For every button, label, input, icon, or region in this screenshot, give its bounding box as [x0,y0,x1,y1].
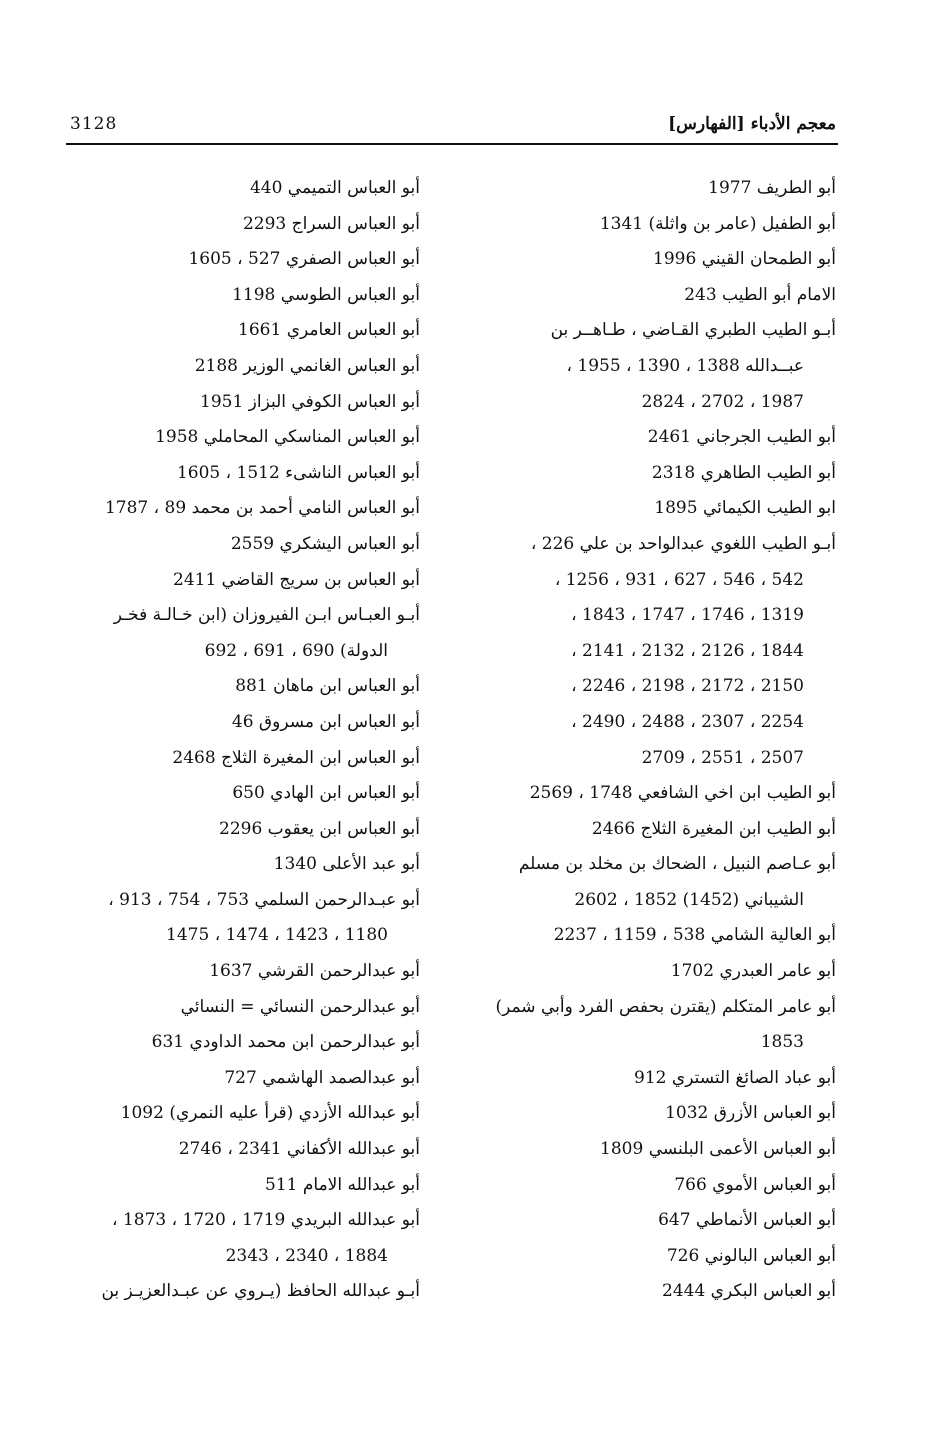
index-column-right [436,171,836,1310]
index-entry: أبو الطيب الطاهري 2318 [651,462,836,483]
index-entry: أبو عبد الأعلى 1340 [273,854,420,875]
index-entry: أبو العباس ابن ماهان 881 [235,676,420,697]
index-entry: أبو العباس ابن مسروق 46 [231,711,420,732]
index-entry-continuation: 1180 ، 1423 ، 1474 ، 1475 [166,925,388,946]
index-entry: أبو الطيب ابن اخي الشافعي 1748 ، 2569 [529,783,836,804]
index-entry-continuation: الدولة) 690 ، 691 ، 692 [204,640,388,661]
index-entry: أبو عبدالله الامام 511 [265,1174,420,1195]
index-entry-continuation: 1853 [760,1032,804,1053]
index-entry: أبو عامر العبدري 1702 [670,961,836,982]
index-entry: أبو عبـدالرحمن السلمي 753 ، 754 ، 913 ، [108,889,420,910]
index-entry: أبو العباس الأزرق 1032 [665,1103,836,1124]
index-entry: أبـو الطيب الطبري القـاضي ، طـاهــر بن [550,320,836,341]
index-entry: أبو العباس ابن المغيرة الثلاج 2468 [172,747,420,768]
index-entry-continuation: عبــدالله 1388 ، 1390 ، 1955 ، [566,355,804,376]
index-entry: أبو العباس الأموي 766 [674,1174,836,1195]
index-entry-continuation: 1884 ، 2340 ، 2343 [225,1245,388,1266]
index-entry: أبو العباس ابن يعقوب 2296 [219,818,420,839]
index-entry: أبـو الطيب اللغوي عبدالواحد بن علي 226 ، [530,533,836,554]
index-entry: أبو العباس اليشكري 2559 [230,533,420,554]
index-entry: أبو عبدالله الأزدي (قرأ عليه النمري) 1092 [120,1103,420,1124]
index-entry: أبو العباس ابن الهادي 650 [232,783,420,804]
index-entry: أبو العباس بن سريج القاضي 2411 [173,569,420,590]
index-entry-continuation: 1319 ، 1746 ، 1747 ، 1843 ، [571,605,804,626]
header-rule [66,143,838,145]
index-entry: أبو العباس التميمي 440 [249,178,420,198]
index-entry: أبو العباس الغانمي الوزير 2188 [194,355,420,376]
index-entry: أبو الطيب الجرجاني 2461 [647,427,836,448]
index-entry: أبـو العبـاس ابـن الفيروزان (ابن خـالـة فخـر [113,605,420,626]
index-entry-continuation: 542 ، 546 ، 627 ، 931 ، 1256 ، [554,569,804,590]
index-entry: أبو العباس المناسكي المحاملي 1958 [155,427,420,448]
index-entry-continuation: 2507 ، 2551 ، 2709 [641,747,804,768]
index-entry: أبو العباس الطوسي 1198 [232,284,420,305]
index-entry: أبو عبدالرحمن النسائي = النسائي [180,996,420,1017]
index-entry: أبو عـاصم النبيل ، الضحاك بن مخلد بن مسلم [518,854,836,875]
index-entry: أبو العباس العامري 1661 [238,320,420,341]
index-entry: أبو العباس الناشىء 1512 ، 1605 [176,462,420,483]
index-entry: أبو الطمحان القيني 1996 [653,249,836,270]
index-entry: الامام أبو الطيب 243 [684,284,836,305]
index-entry: أبو العباس الأنماطي 647 [658,1210,836,1231]
index-entry: ابو الطيب الكيمائي 1895 [654,498,836,519]
index-entry: أبو عبدالرحمن ابن محمد الداودي 631 [151,1032,420,1053]
index-entry: أبو عبدالله الأكفاني 2341 ، 2746 [178,1139,420,1160]
index-entry-continuation: 2150 ، 2172 ، 2198 ، 2246 ، [571,676,804,697]
page-number: 3128 [70,114,118,134]
index-entry: أبو عباد الصائغ التستري 912 [634,1067,836,1088]
index-entry: أبو الطيب ابن المغيرة الثلاج 2466 [591,818,836,839]
index-entry: أبـو عبدالله الحافظ (يـروي عن عبـدالعزيـز بن [101,1281,420,1302]
index-entry: أبو العالية الشامي 538 ، 1159 ، 2237 [553,925,836,946]
index-entry: أبو العباس الصفري 527 ، 1605 [188,249,420,270]
index-entry-continuation: 1844 ، 2126 ، 2132 ، 2141 ، [571,640,804,661]
index-entry: أبو العباس البكري 2444 [662,1281,836,1302]
index-entry: أبو العباس النامي أحمد بن محمد 89 ، 1787 [104,498,420,519]
index-entry: أبو الطفيل (عامر بن واثلة) 1341 [599,213,836,234]
index-entry-continuation: 1987 ، 2702 ، 2824 [641,391,804,412]
index-entry: أبو العباس الكوفي البزاز 1951 [200,391,420,412]
index-entry: أبو عبدالله البريدي 1719 ، 1720 ، 1873 ، [112,1210,420,1231]
running-head: معجم الأدباء [الفهارس] [668,114,836,134]
index-entry: أبو عبدالرحمن القرشي 1637 [209,961,420,982]
index-entry: أبو عبدالصمد الهاشمي 727 [224,1067,420,1088]
index-entry-continuation: الشيباني (1452) 1852 ، 2602 [574,889,804,910]
index-entry-continuation: 2254 ، 2307 ، 2488 ، 2490 ، [571,711,804,732]
index-entry: أبو العباس البالوني 726 [666,1245,836,1266]
index-column-left [20,171,420,1310]
index-entry: أبو العباس السراج 2293 [242,213,420,234]
index-entry: أبو عامر المتكلم (يقترن بحفص الفرد وأبي شمر) [495,996,836,1017]
index-entry: أبو الطريف 1977 [708,178,836,198]
index-entry: أبو العباس الأعمى البلنسي 1809 [600,1139,836,1160]
